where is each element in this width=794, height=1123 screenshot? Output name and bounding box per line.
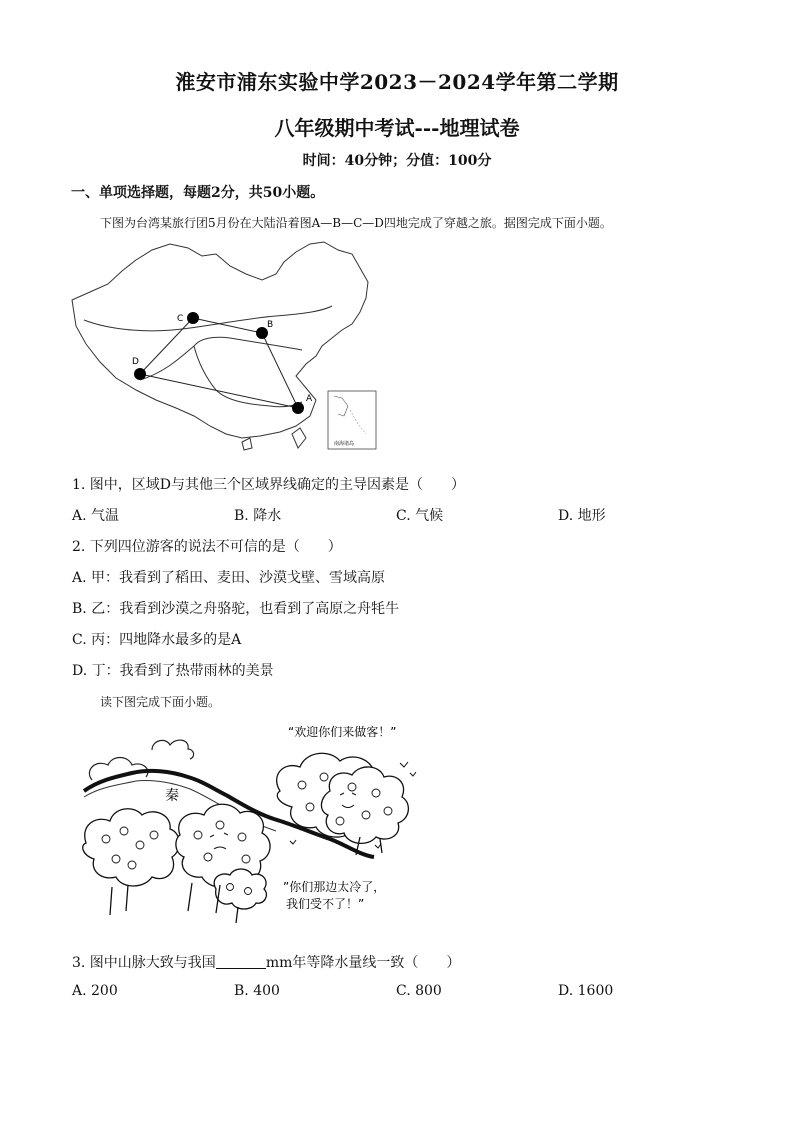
point-d — [134, 368, 146, 380]
exam-subtitle: 时间：40分钟；分值：100分 — [302, 153, 492, 169]
cartoon-intro-text: 读下图完成下面小题。 — [100, 695, 221, 709]
label-a: A — [306, 394, 313, 404]
section-heading: 一、单项选择题，每题2分，共50小题。 — [71, 185, 325, 201]
mountain-label-qin: 秦 — [165, 788, 179, 804]
south-sea-inset — [328, 391, 376, 449]
q1-option-c[interactable]: C. 气候 — [396, 508, 444, 524]
inset-label: 南海诸岛 — [334, 441, 355, 447]
qinling-cartoon-figure — [70, 715, 430, 925]
south-tree — [277, 753, 409, 855]
speech-bottom-line2: 我们受不了！” — [286, 897, 365, 911]
china-outline — [72, 242, 368, 450]
point-a — [292, 402, 304, 414]
label-d: D — [132, 357, 139, 367]
point-c — [187, 312, 199, 324]
china-map-figure — [70, 238, 390, 453]
speech-bottom-line1: ”你们那边太冷了， — [283, 880, 386, 894]
label-b: B — [267, 320, 274, 330]
q1-option-b[interactable]: B. 降水 — [234, 508, 282, 524]
q2-option-d[interactable]: D. 丁：我看到了热带雨林的美景 — [72, 663, 274, 679]
q3-option-c[interactable]: C. 800 — [396, 983, 442, 999]
route-lines — [140, 318, 298, 408]
q1-option-a[interactable]: A. 气温 — [72, 508, 120, 524]
q2-option-c[interactable]: C. 丙：四地降水最多的是A — [72, 632, 242, 648]
q2-option-b[interactable]: B. 乙：我看到沙漠之舟骆驼，也看到了高原之舟牦牛 — [72, 601, 400, 617]
q3-stem-pre: 3. 图中山脉大致与我国 — [72, 955, 216, 971]
question-1-stem: 1. 图中，区域D与其他三个区域界线确定的主导因素是（ ） — [72, 477, 466, 493]
question-2-stem: 2. 下列四位游客的说法不可信的是（ ） — [72, 539, 342, 555]
question-3-stem — [72, 952, 460, 972]
exam-title-line1: 淮安市浦东实验中学2023－2024学年第二学期 — [175, 70, 619, 94]
map-intro-text: 下图为台湾某旅行团5月份在大陆沿着图A—B—C—D四地完成了穿越之旅。据图完成下面小题。 — [100, 216, 612, 230]
q1-option-d[interactable]: D. 地形 — [558, 508, 606, 524]
speech-top: “欢迎你们来做客！” — [288, 725, 397, 739]
q3-stem-post: mm年等降水量线一致（ ） — [265, 955, 461, 971]
north-trees — [83, 804, 270, 923]
q3-option-d[interactable]: D. 1600 — [558, 983, 614, 999]
q3-answer-blank — [216, 954, 266, 969]
q3-option-b[interactable]: B. 400 — [234, 983, 280, 999]
exam-title-line2: 八年级期中考试---地理试卷 — [274, 116, 520, 140]
q2-option-a[interactable]: A. 甲：我看到了稻田、麦田、沙漠戈壁、雪域高原 — [72, 570, 386, 586]
q3-option-a[interactable]: A. 200 — [72, 983, 118, 999]
label-c: C — [177, 314, 184, 324]
